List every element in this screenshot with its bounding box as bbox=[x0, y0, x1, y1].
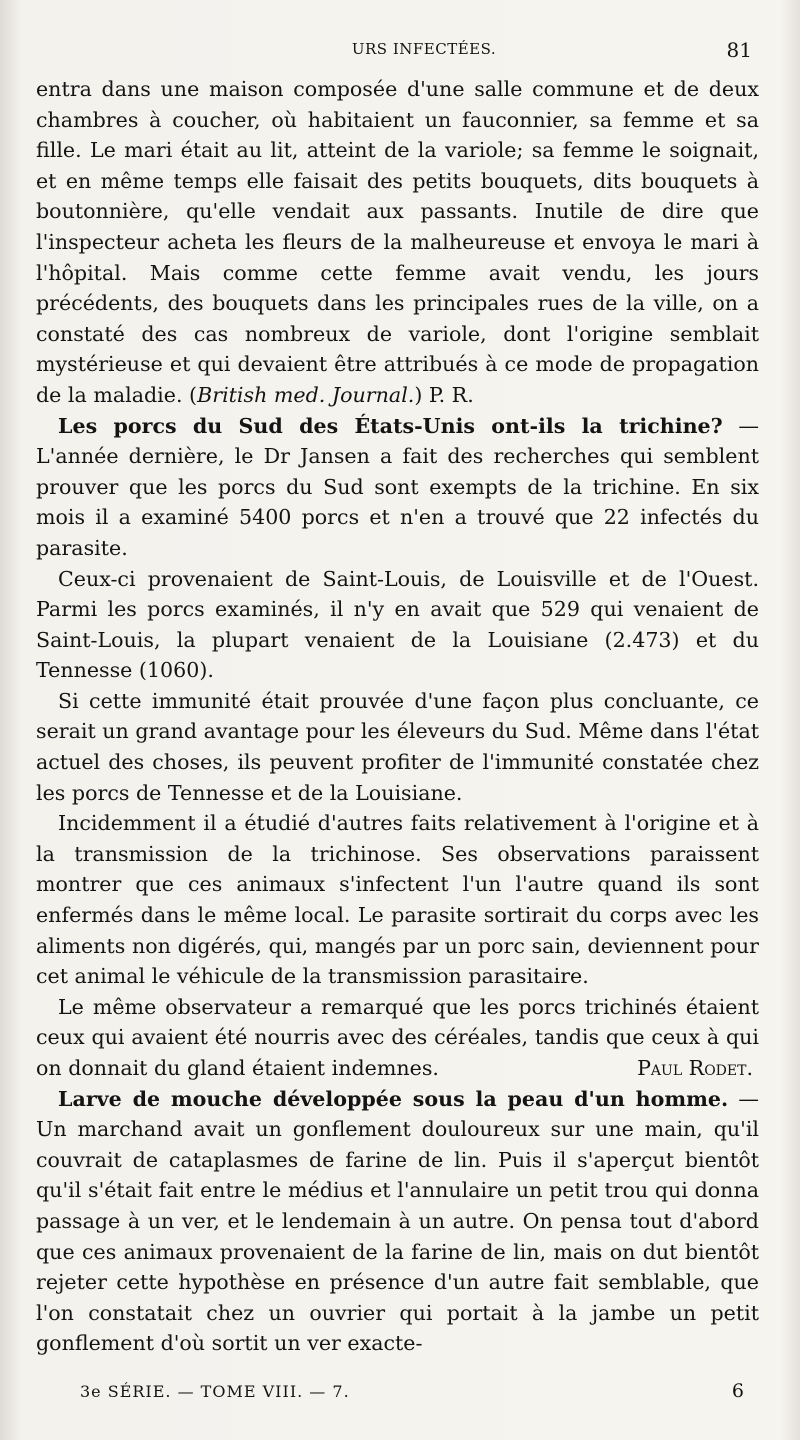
signature-mark: 3e SÉRIE. — TOME VIII. — 7. bbox=[80, 1382, 350, 1401]
running-head: URS INFECTÉES. bbox=[351, 40, 497, 58]
article-body bbox=[36, 74, 759, 1359]
page-header bbox=[36, 36, 752, 68]
paragraph-observateur: Le même observateur a remarqué que les porcs trichinés étaient ceux qui avaient été nourris avec des céréales, tandis que ceux à qui on donnait du gland étaient indemnes. Paul Rodet. bbox=[36, 992, 759, 1084]
paragraph-trichine-intro: Les porcs du Sud des États-Unis ont-ils la trichine? — L'année dernière, le Dr Jansen a fait des recherches qui semblent prouver que les porcs du Sud sont exempts de la trichine. En six mois il a examiné 5400 porcs et n'en a trouvé que 22 infectés du parasite. bbox=[36, 413, 759, 560]
paragraph-provenance: Ceux-ci provenaient de Saint-Louis, de Louisville et de l'Ouest. Parmi les porcs examinés, il n'y en avait que 529 qui venaient de Saint-Louis, la plupart venaient de la Louisiane (2.473) et du Tennesse (1060). bbox=[36, 566, 759, 683]
page-footer bbox=[80, 1382, 744, 1412]
page-number: 81 bbox=[726, 38, 752, 62]
paragraph-variole: entra dans une maison composée d'une salle commune et de deux chambres à coucher, où habitaient un fauconnier, sa femme et sa fille. Le mari était au lit, atteint de la variole; sa femme le soignait, et en même temps elle faisait des petits bouquets, dits bouquets à boutonnière, qu'elle vendait aux passants. Inutile de dire que l'inspecteur acheta les fleurs de la malheureuse et envoya le mari à l'hôpital. Mais comme cette femme avait vendu, les jours précédents, des bouquets dans les principales rues de la ville, on a constaté des cas nombreux de variole, dont l'origine semblait mystérieuse et qui devaient être attribués à ce mode de propagation de la maladie. (British med. Journal.) P. R. bbox=[36, 77, 759, 407]
paragraph-transmission: Incidemment il a étudié d'autres faits relativement à l'origine et à la transmission de la trichinose. Ses observations paraissent montrer que ces animaux s'infectent l'un l'autre quand ils sont enfermés dans le même local. Le parasite sortirait du corps avec les aliments non digérés, qui, mangés par un porc sain, deviennent pour cet animal le véhicule de la transmission parasitaire. bbox=[36, 811, 759, 989]
paragraph-immunite: Si cette immunité était prouvée d'une façon plus concluante, ce serait un grand avantage pour les éleveurs du Sud. Même dans l'état actuel des choses, ils peuvent profiter de l'immunité constatée chez les porcs de Tennesse et de la Louisiane. bbox=[36, 688, 759, 805]
citation: British med. Journal. bbox=[197, 382, 415, 407]
paragraph-larve: Larve de mouche développée sous la peau d'un homme. — Un marchand avait un gonflement douloureux sur une main, qu'il couvrait de cataplasmes de farine de lin. Puis il s'aperçut bientôt qu'il s'était fait entre le médius et l'annulaire un petit trou qui donna passage à un ver, et le lendemain à un autre. On pensa tout d'abord que ces animaux provenaient de la farine de lin, mais on dut bientôt rejeter cette hypothèse en présence d'un autre fait semblable, que l'on constatait chez un ouvrier qui portait à la jambe un petit gonflement d'où sortit un ver exacte- bbox=[36, 1086, 759, 1356]
section-title-trichine: Les porcs du Sud des États-Unis ont-ils la trichine? bbox=[58, 413, 723, 438]
section-title-larve: Larve de mouche développée sous la peau d'un homme. bbox=[58, 1086, 729, 1111]
sheet-number: 6 bbox=[731, 1380, 744, 1402]
author-signature: Paul Rodet. bbox=[637, 1056, 753, 1080]
